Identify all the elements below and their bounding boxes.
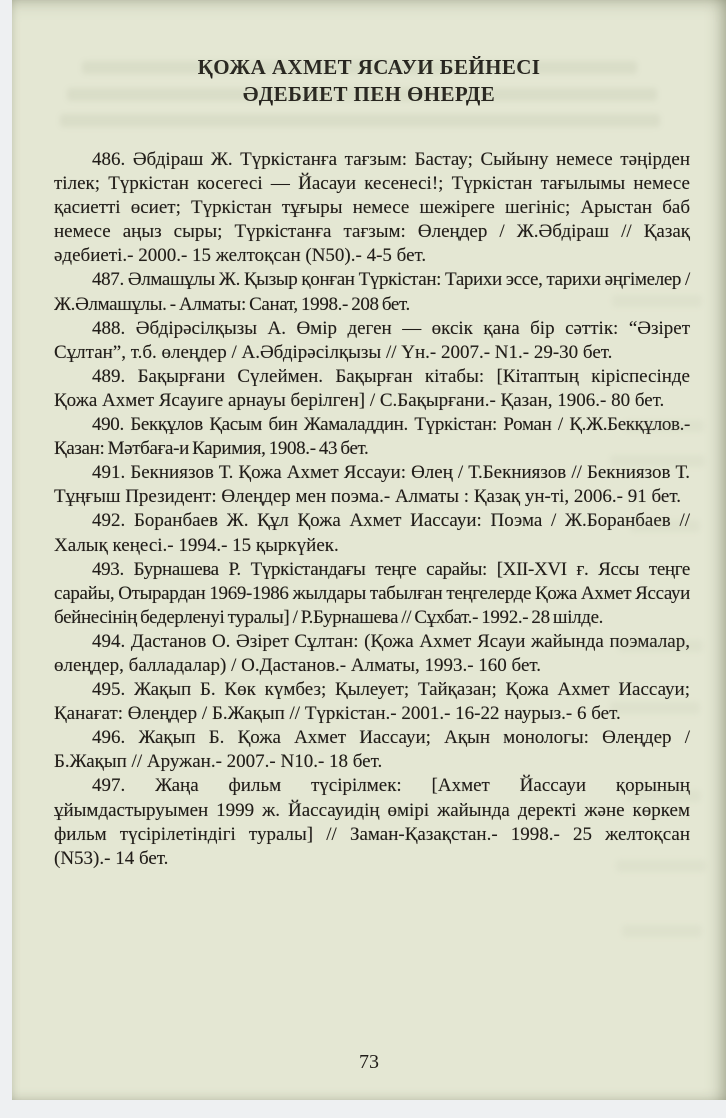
book-page — [12, 0, 726, 1100]
page-title-line2: ӘДЕБИЕТ ПЕН ӨНЕРДЕ — [242, 82, 496, 106]
bibliography-entry: 490. Бекқұлов Қасым бин Жамаладдин. Түркістан: Роман / Қ.Ж.Бекқұлов.- Қазан: Мәтбаға-и Каримия, 1908.- 43 бет. — [54, 414, 690, 460]
bibliography-entry: 497. Жаңа фильм түсірілмек: [Ахмет Йассауи қорының ұйымдастыруымен 1999 ж. Йассауидің өмірі жайында деректі және көркем фильм түсірілетіндігі туралы] // Заман-Қазақстан.- 1998.- 25 желтоқсан (N53).- 14 бет. — [54, 775, 690, 869]
bibliography-entry: 488. Әбдірәсілқызы А. Өмір деген — өксік қана бір сәттік: “Әзірет Сұлтан”, т.б. өлеңдер / А.Әбдірәсілқызы // Үн.- 2007.- N1.- 29-30 бет. — [54, 317, 690, 363]
bibliography-entry: 492. Боранбаев Ж. Құл Қожа Ахмет Иассауи: Поэма / Ж.Боранбаев // Халық кеңесі.- 1994.- 15 қыркүйек. — [54, 510, 690, 556]
page-title — [22, 54, 716, 108]
bleed-through-mark — [60, 114, 660, 127]
bibliography-entry: 495. Жақып Б. Көк күмбез; Қылеует; Тайқазан; Қожа Ахмет Иассауи; Қанағат: Өлеңдер / Б.Жақып // Түркістан.- 2001.- 16-22 наурыз.- 6 бет. — [54, 679, 690, 725]
bibliography-entry: 489. Бақырғани Сүлеймен. Бақырған кітабы: [Кітаптың кіріспесінде Қожа Ахмет Ясауиге арнауы берілген] / С.Бақырғани.- Қазан, 1906.- 80 бет. — [54, 365, 690, 411]
bleed-through-mark — [622, 925, 702, 937]
page-title-line1: ҚОЖА АХМЕТ ЯСАУИ БЕЙНЕСІ — [197, 55, 541, 79]
bibliography-list — [54, 148, 690, 871]
bibliography-entry: 487. Әлмашұлы Ж. Қызыр қонған Түркістан: Тарихи эссе, тарихи әңгімелер / Ж.Әлмашұлы. - Алматы: Санат, 1998.- 208 бет. — [54, 269, 690, 315]
bibliography-entry: 486. Әбдіраш Ж. Түркістанға тағзым: Бастау; Сыйыну немесе тәңірден тілек; Түркістан косегесі — Йасауи кесенесі!; Түркістан тағылымы немесе қасиетті өсиет; Түркістан тұғыры немесе шежіреге шегініс; Арыстан баб немесе аңыз сыры; Түркістанға тағзым: Өлеңдер / Ж.Әбдіраш // Қазақ әдебиеті.- 2000.- 15 желтоқсан (N50).- 4-5 бет. — [54, 149, 690, 267]
bibliography-entry: 494. Дастанов О. Әзірет Сұлтан: (Қожа Ахмет Ясауи жайында поэмалар, өлеңдер, балладалар) / О.Дастанов.- Алматы, 1993.- 160 бет. — [54, 630, 690, 676]
page-number: 73 — [359, 1051, 379, 1073]
bibliography-entry: 496. Жақып Б. Қожа Ахмет Иассауи; Ақын монологы: Өлеңдер / Б.Жақып // Аружан.- 2007.- N10.- 18 бет. — [54, 727, 690, 773]
bibliography-entry: 493. Бурнашева Р. Түркістандағы теңге сарайы: [XII-XVI ғ. Яссы теңге сарайы, Отырардан 1969-1986 жылдары табылған теңгелерде Қожа Ахмет Яссауи бейнесінің бедерленуі туралы] / Р.Бурнашева // Сұхбат.- 1992.- 28 шілде. — [54, 558, 690, 628]
bibliography-entry: 491. Бекниязов Т. Қожа Ахмет Яссауи: Өлең / Т.Бекниязов // Бекниязов Т. Тұңғыш Президент: Өлеңдер мен поэма.- Алматы : Қазақ ун-ті, 2006.- 91 бет. — [54, 462, 690, 508]
